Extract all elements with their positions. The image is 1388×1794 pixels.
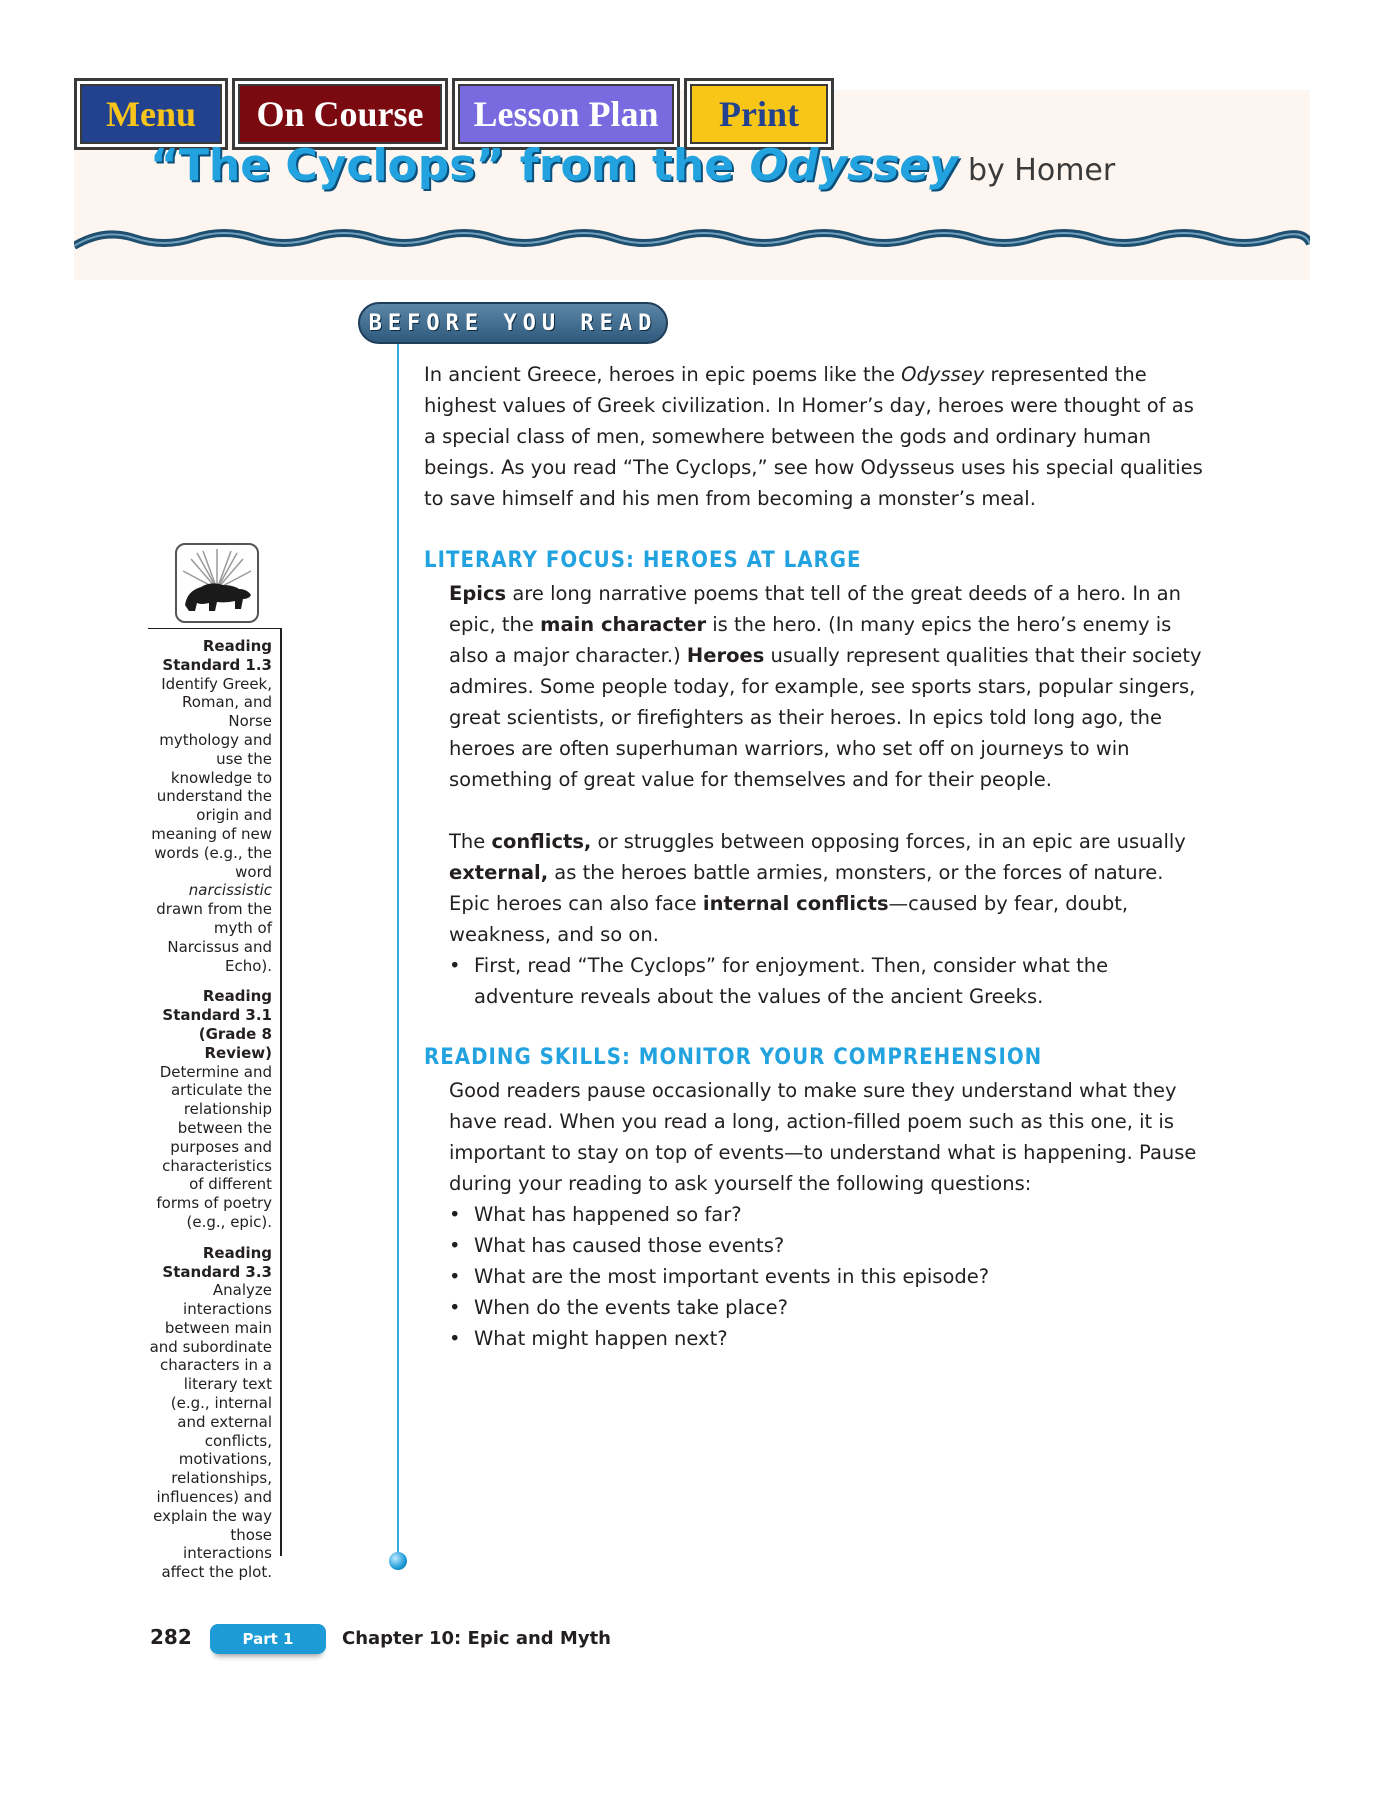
rule-end-dot xyxy=(389,1552,407,1570)
s1-text-a: Identify Greek, Roman, and Norse mythology and use the knowledge to understand the origin and meaning of new words (e.g., the word xyxy=(151,674,272,881)
vertical-rule xyxy=(397,344,399,1556)
standard-block xyxy=(148,987,272,1231)
intro-paragraph xyxy=(424,359,1204,514)
standard-text: Determine and articulate the relationship between the purposes and characteristics of different forms of poetry (e.g., epic). xyxy=(156,1062,272,1231)
term-internal-conflicts: internal conflicts xyxy=(702,892,889,915)
list-item xyxy=(449,1261,1204,1292)
bullet-text: What has caused those events? xyxy=(474,1234,785,1257)
reading-skills-paragraph: Good readers pause occasionally to make sure they understand what they have read. When you read a long, action-filled poem such as this one, it is important to stay on top of events—to understand what is happening. Pause during your reading to ask yourself the following questions: xyxy=(449,1079,1197,1195)
menu-button[interactable]: Menu xyxy=(74,78,228,150)
chapter-label: Chapter 10: Epic and Myth xyxy=(342,1628,611,1649)
on-course-button[interactable]: On Course xyxy=(232,78,448,150)
list-item xyxy=(449,1230,1204,1261)
term-main-character: main character xyxy=(540,613,707,636)
part-badge: Part 1 xyxy=(210,1624,326,1654)
list-item xyxy=(449,1292,1204,1323)
standard-block xyxy=(148,1244,272,1582)
title-odyssey: Odyssey xyxy=(749,140,958,191)
literary-focus-p1 xyxy=(424,578,1204,795)
term-heroes: Heroes xyxy=(686,644,765,667)
title-main xyxy=(150,140,958,191)
standards-sidebar xyxy=(148,628,282,1582)
bullet-text: When do the events take place? xyxy=(474,1296,788,1319)
lf-p2-t5: as the heroes battle armies, monsters, or the forces of nature. Epic heroes can also face xyxy=(449,861,1164,915)
reading-skills-heading: READING SKILLS: MONITOR YOUR COMPREHENSION xyxy=(424,1045,1043,1070)
intro-text-a: In ancient Greece, heroes in epic poems like the xyxy=(424,363,902,386)
standard-text: Analyze interactions between main and subordinate characters in a literary text (e.g., internal and external conflicts, motivations, relationships, influences) and explain the way those interactions affect the plot. xyxy=(149,1281,272,1582)
title-byline: by Homer xyxy=(967,153,1116,188)
bullet-text: First, read “The Cyclops” for enjoyment. Then, consider what the adventure reveals about the values of the ancient Greeks. xyxy=(474,954,1109,1008)
page-number: 282 xyxy=(150,1625,192,1649)
list-item xyxy=(449,1323,1204,1354)
lesson-plan-button[interactable]: Lesson Plan xyxy=(452,78,680,150)
standard-title: Reading Standard 3.3 xyxy=(162,1243,272,1281)
bullet-dot: • xyxy=(449,954,461,977)
reading-skills-bullets xyxy=(424,1199,1204,1354)
bullet-text: What has happened so far? xyxy=(474,1203,742,1226)
bullet-dot: • xyxy=(449,1265,461,1288)
lf-p2-t1: The xyxy=(449,830,492,853)
term-epics: Epics xyxy=(449,582,507,605)
title-part1: “The Cyclops” from the xyxy=(150,140,750,191)
term-conflicts: conflicts, xyxy=(491,830,592,853)
literary-focus-section xyxy=(424,545,1204,1012)
lf-p1-t4: is the hero. (In many epics the hero’s enemy is also a major character.) xyxy=(449,613,1172,667)
wave-divider xyxy=(74,224,1310,258)
bullet-dot: • xyxy=(449,1327,461,1350)
page-title xyxy=(150,140,1115,191)
lf-p1-t2: are long narrative poems that tell of the great deeds of a hero. In an epic, the xyxy=(449,582,1181,636)
print-button[interactable]: Print xyxy=(684,78,834,150)
lf-p2-t3: or struggles between opposing forces, in an epic are usually xyxy=(591,830,1186,853)
s1-text-b: narcissistic xyxy=(188,881,272,900)
intro-text-odyssey: Odyssey xyxy=(901,363,985,386)
lf-p1-t6: usually represent qualities that their society admires. Some people today, for example, see sports stars, popular singers, great scientists, or firefighters as their heroes. In epics told long ago, the heroes are often superhuman warriors, who set off on journeys to win something of great value for themselves and for their people. xyxy=(449,644,1202,791)
before-you-read-banner xyxy=(358,302,668,344)
lf-p2-t7: —caused by fear, doubt, weakness, and so on. xyxy=(449,892,1129,946)
literary-focus-p2 xyxy=(424,826,1204,950)
bullet-text: What might happen next? xyxy=(474,1327,728,1350)
bullet-dot: • xyxy=(449,1203,461,1226)
standard-title: Reading Standard 3.1 (Grade 8 Review) xyxy=(162,987,272,1062)
list-item xyxy=(449,950,1204,1012)
bullet-dot: • xyxy=(449,1296,461,1319)
reading-skills-section xyxy=(424,1042,1204,1354)
standard-text xyxy=(148,675,272,976)
s1-text-c: drawn from the myth of Narcissus and Echo). xyxy=(156,900,272,975)
literary-focus-heading: LITERARY FOCUS: HEROES AT LARGE xyxy=(424,548,862,573)
intro-text-c: represented the highest values of Greek civilization. In Homer’s day, heroes were thought of as a special class of men, somewhere between the gods and ordinary human beings. As you read “The Cyclops,” see how Odysseus uses his special qualities to save himself and his men from becoming a monster’s meal. xyxy=(424,363,1203,510)
standard-block xyxy=(148,637,272,975)
literary-focus-bullet xyxy=(424,950,1204,1012)
bullet-text: What are the most important events in this episode? xyxy=(474,1265,990,1288)
before-you-read-label: BEFORE YOU READ xyxy=(368,310,658,336)
term-external: external, xyxy=(449,861,549,884)
bear-icon xyxy=(175,543,259,623)
standard-title: Reading Standard 1.3 xyxy=(162,637,272,674)
list-item xyxy=(449,1199,1204,1230)
bullet-dot: • xyxy=(449,1234,461,1257)
